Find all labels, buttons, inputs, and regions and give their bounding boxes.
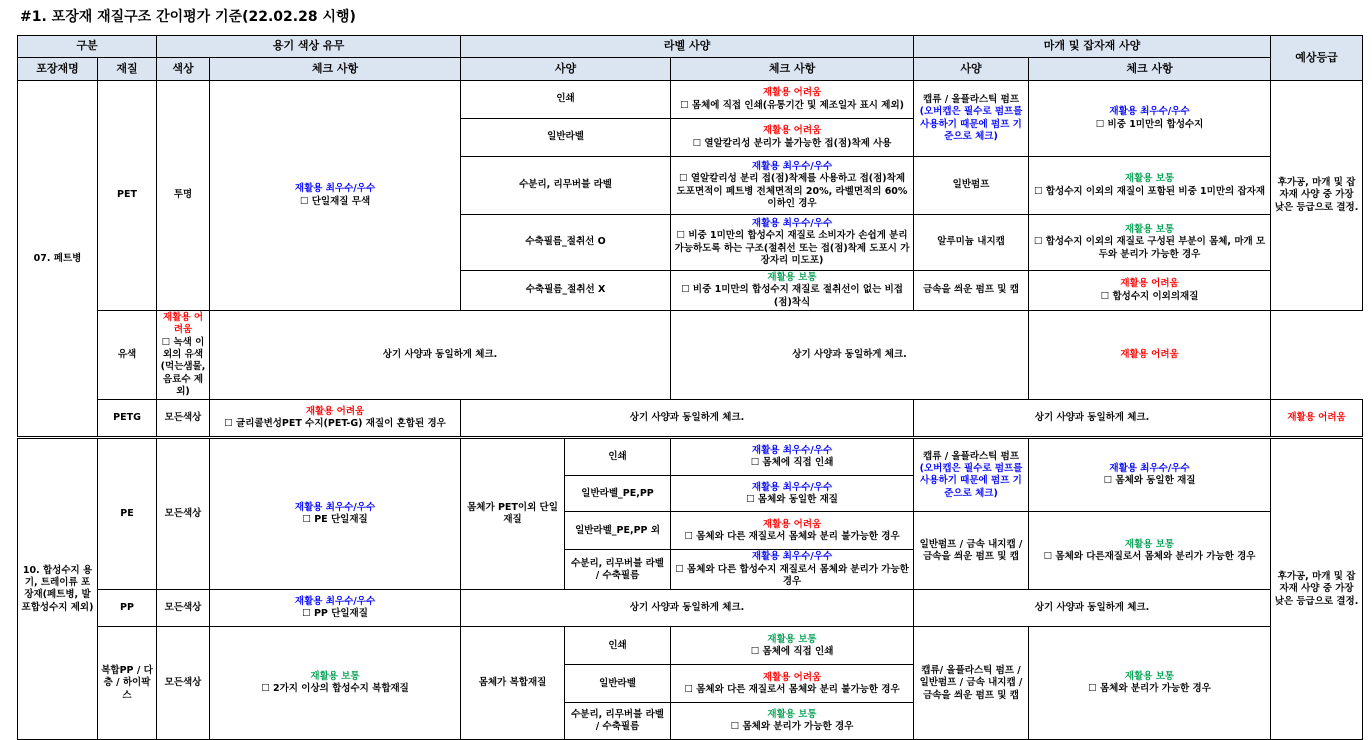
color-check-comp: 재활용 보통 ☐ 2가지 이상의 합성수지 복합재질	[210, 627, 461, 740]
cap-spec: 일반펌프	[914, 157, 1029, 215]
label-spec: 인쇄	[461, 81, 671, 119]
label-check: 재활용 최우수/우수 ☐ 열알칼리성 분리 접(점)착제를 사용하고 접(점)착제 도포면적이 페트병 전체면적의 20%, 라벨면적의 60% 이하인 경우	[671, 157, 914, 215]
cap-check: 재활용 보통 ☐ 합성수지 이외의 재질로 구성된 부분이 몸체, 마개 모두와 분리가 가능한 경우	[1029, 215, 1271, 271]
label-spec: 수분리, 리무버블 라벨 / 수축필름	[565, 703, 671, 740]
material-pet: PET	[98, 81, 157, 311]
header-check: 체크 사항	[210, 58, 461, 81]
label-spec: 수분리, 리무버블 라벨	[461, 157, 671, 215]
color-check-pe: 재활용 최우수/우수 ☐ PE 단일재질	[210, 438, 461, 590]
label-spec: 일반라벨	[461, 119, 671, 157]
label-same: 상기 사양과 동일하게 체크.	[461, 400, 914, 438]
color-clear: 투명	[157, 81, 210, 311]
cap-check: 재활용 보통 ☐ 몸체와 다른재질로서 몸체와 분리가 가능한 경우	[1029, 512, 1271, 590]
cap-check: 재활용 어려움 ☐ 합성수지 이외의재질	[1029, 271, 1271, 311]
material-comp: 복합PP / 다층 / 하이팍스	[98, 627, 157, 740]
cap-check: 재활용 보통 ☐ 몸체와 분리가 가능한 경우	[1029, 627, 1271, 740]
label-spec: 수분리, 리무버블 라벨 / 수축필름	[565, 550, 671, 590]
cap-spec: 알루미늄 내지캡	[914, 215, 1029, 271]
cap-spec: 캡류 / 올플라스틱 펌프 (오버캡은 필수로 펌프를 사용하기 때문에 펌프 기준으로 체크)	[914, 81, 1029, 157]
material-pp: PP	[98, 590, 157, 627]
label-spec: 일반라벨_PE,PP	[565, 476, 671, 512]
color-check-clear: 재활용 최우수/우수 ☐ 단일재질 무색	[210, 81, 461, 311]
label-check: 재활용 최우수/우수 ☐ 몸체에 직접 인쇄	[671, 438, 914, 476]
header-label: 라벨 사양	[461, 36, 914, 58]
color-pp: 모든색상	[157, 590, 210, 627]
header-pkg-name: 포장재명	[18, 58, 98, 81]
grade-syn: 후가공, 마개 및 잡자재 사양 중 가장 낮은 등급으로 결정.	[1271, 438, 1363, 740]
header-label-check: 체크 사항	[671, 58, 914, 81]
header-material: 재질	[98, 58, 157, 81]
color-colored: 유색	[98, 311, 157, 400]
label-check: 재활용 보통 ☐ 비중 1미만의 합성수지 재질로 절취선이 없는 비접(점)착식	[671, 271, 914, 311]
label-check: 재활용 보통 ☐ 몸체에 직접 인쇄	[671, 627, 914, 665]
cap-same: 상기 사양과 동일하게 체크.	[671, 311, 1029, 400]
label-check: 재활용 최우수/우수 ☐ 몸체와 다른 합성수지 재질로서 몸체와 분리가 가능한 경우	[671, 550, 914, 590]
cap-check: 재활용 최우수/우수 ☐ 몸체와 동일한 재질	[1029, 438, 1271, 512]
body-single: 몸체가 PET이외 단일재질	[461, 438, 565, 590]
material-pe: PE	[98, 438, 157, 590]
header-row-2	[18, 58, 1363, 81]
cap-spec: 일반펌프 / 금속 내지캡 / 금속을 씌운 펌프 및 캡	[914, 512, 1029, 590]
evaluation-table	[17, 35, 1363, 740]
table-row	[18, 81, 1363, 119]
label-check: 재활용 어려움 ☐ 몸체에 직접 인쇄(유통기간 및 제조일자 표시 제외)	[671, 81, 914, 119]
label-spec: 인쇄	[565, 438, 671, 476]
label-spec: 일반라벨_PE,PP 외	[565, 512, 671, 550]
pkg-name-syn: 10. 합성수지 용기, 트레이류 포장재(페트병, 발포합성수지 제외)	[18, 438, 98, 740]
label-check: 재활용 최우수/우수 ☐ 몸체와 동일한 재질	[671, 476, 914, 512]
table-row	[18, 400, 1363, 438]
label-same: 상기 사양과 동일하게 체크.	[210, 311, 671, 400]
cap-same: 상기 사양과 동일하게 체크.	[914, 590, 1271, 627]
page-title: #1. 포장재 재질구조 간이평가 기준(22.02.28 시행)	[20, 9, 356, 25]
header-color-col: 색상	[157, 58, 210, 81]
header-gubun: 구분	[18, 36, 157, 58]
color-check-pp: 재활용 최우수/우수 ☐ PP 단일재질	[210, 590, 461, 627]
header-cap-spec: 사양	[914, 58, 1029, 81]
cap-check: 재활용 최우수/우수 ☐ 비중 1미만의 합성수지	[1029, 81, 1271, 157]
header-row-1	[18, 36, 1363, 58]
material-petg: PETG	[98, 400, 157, 438]
label-check: 재활용 어려움 ☐ 몸체와 다른 재질로서 몸체와 분리 불가능한 경우	[671, 665, 914, 703]
header-cap-check: 체크 사항	[1029, 58, 1271, 81]
cap-spec: 금속을 씌운 펌프 및 캡	[914, 271, 1029, 311]
header-color: 용기 색상 유무	[157, 36, 461, 58]
body-comp: 몸체가 복합재질	[461, 627, 565, 740]
color-petg: 모든색상	[157, 400, 210, 438]
table-row	[18, 627, 1363, 665]
pkg-name-pet: 07. 페트병	[18, 81, 98, 438]
label-check: 재활용 어려움 ☐ 열알칼리성 분리가 불가능한 접(점)착제 사용	[671, 119, 914, 157]
label-spec: 수축필름_절취선 O	[461, 215, 671, 271]
label-spec: 수축필름_절취선 X	[461, 271, 671, 311]
cap-check: 재활용 보통 ☐ 합성수지 이외의 재질이 포함된 비중 1미만의 잡자재	[1029, 157, 1271, 215]
color-pe: 모든색상	[157, 438, 210, 590]
table-row	[18, 311, 1363, 400]
table-row	[18, 438, 1363, 476]
header-cap: 마개 및 잡자재 사양	[914, 36, 1271, 58]
label-check: 재활용 최우수/우수 ☐ 비중 1미만의 합성수지 재질로 소비자가 손쉽게 분리 가능하도록 하는 구조(절취선 또는 접(점)착제 도포시 가장자리 미도포)	[671, 215, 914, 271]
label-check: 재활용 보통 ☐ 몸체와 분리가 가능한 경우	[671, 703, 914, 740]
grade-petg: 재활용 어려움	[1271, 400, 1363, 438]
table-row	[18, 590, 1363, 627]
cap-same: 상기 사양과 동일하게 체크.	[914, 400, 1271, 438]
color-check-colored: 재활용 어려움 ☐ 녹색 이외의 유색(먹는샘물, 음료수 제외)	[157, 311, 210, 400]
header-label-spec: 사양	[461, 58, 671, 81]
label-check: 재활용 어려움 ☐ 몸체와 다른 재질로서 몸체와 분리 불가능한 경우	[671, 512, 914, 550]
cap-spec: 캡류/ 올플라스틱 펌프 / 일반펌프 / 금속 내지캡 /금속을 씌운 펌프 및 캡	[914, 627, 1029, 740]
label-spec: 인쇄	[565, 627, 671, 665]
label-spec: 일반라벨	[565, 665, 671, 703]
grade-pet: 후가공, 마개 및 잡자재 사양 중 가장 낮은 등급으로 결정.	[1271, 81, 1363, 311]
header-grade: 예상등급	[1271, 36, 1363, 81]
cap-spec: 캡류 / 올플라스틱 펌프 (오버캡은 필수로 펌프를 사용하기 때문에 펌프 기준으로 체크)	[914, 438, 1029, 512]
color-check-petg: 재활용 어려움 ☐ 글리콜변성PET 수지(PET-G) 재질이 혼합된 경우	[210, 400, 461, 438]
label-same: 상기 사양과 동일하게 체크.	[461, 590, 914, 627]
grade-colored: 재활용 어려움	[1029, 311, 1271, 400]
color-comp: 모든색상	[157, 627, 210, 740]
